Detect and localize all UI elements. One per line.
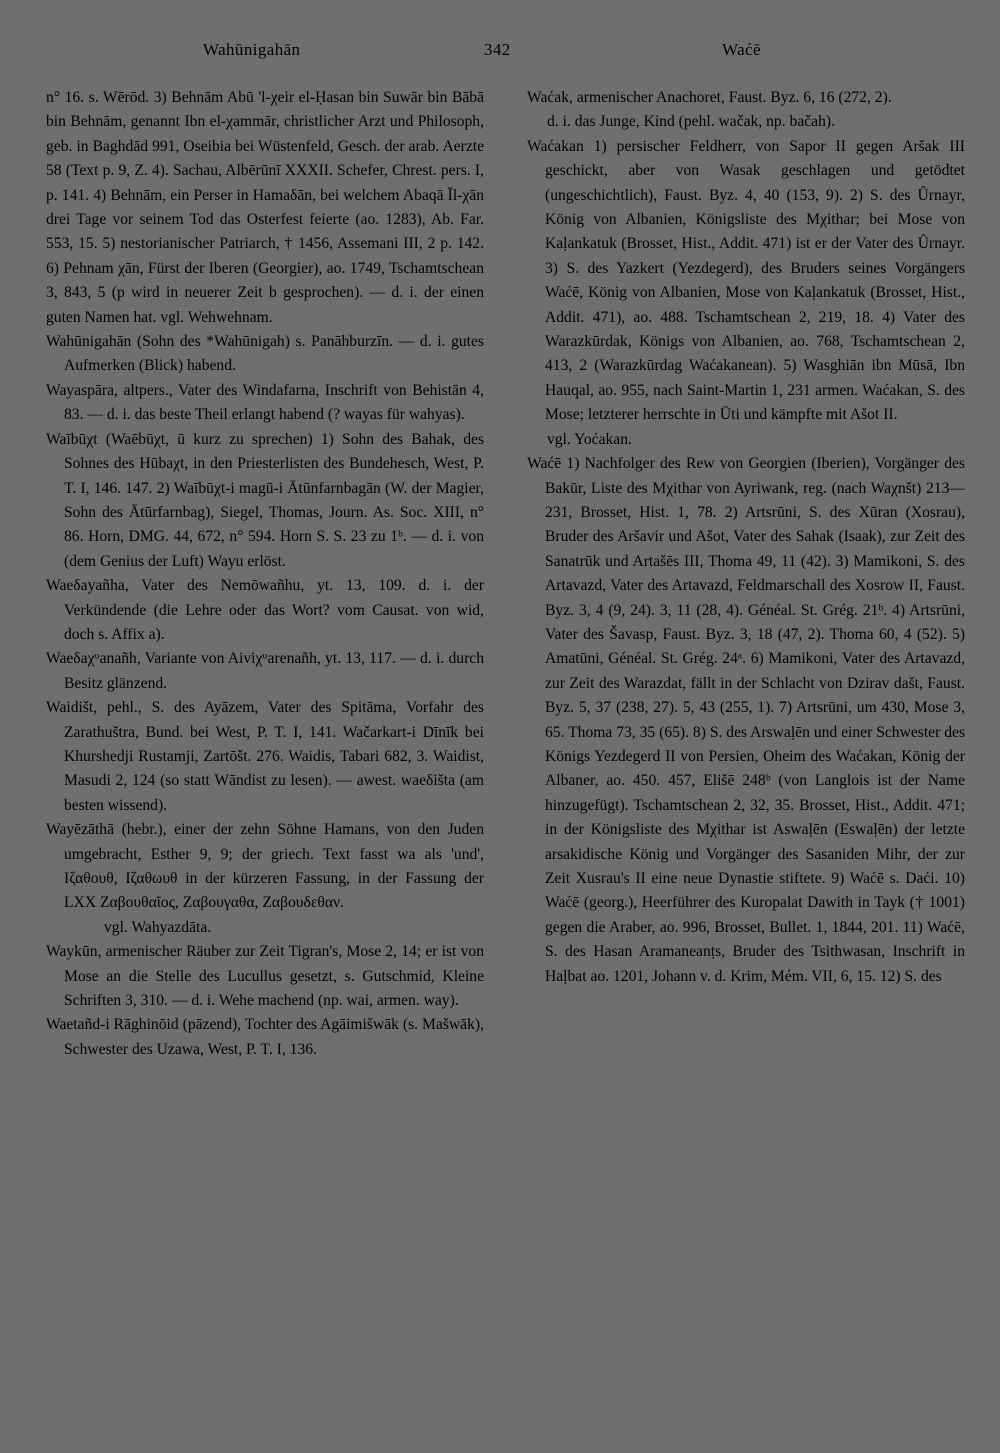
- cross-reference: vgl. Wahyazdāta.: [104, 918, 212, 936]
- entry-wacak-etymology: d. i. das Junge, Kind (pehl. wačak, np. bačah).: [547, 113, 835, 131]
- running-head-right: Waćē: [722, 40, 761, 59]
- entry-waibuxt: Waībūχt (Waēbūχt, ū kurz zu sprechen) 1) Sohn des Bahak, des Sohnes des Hūbaχt, in den Priesterlisten des Bundehesch, West, P. T. I, 146. 147. 2) Waībūχt-i magū-i Ātūnfarnbagān (W. der Magier, Sohn des Ātūrfarnbag), Siegel, Thomas, Journ. As. Soc. XIII, n° 86. Horn, DMG. 44, 672, n° 594. Horn S. S. 23 zu 1ᵇ. — d. i. von (dem Genius der Luft) Wayu erlöst.: [46, 430, 484, 570]
- entry-waetand: Waetañd-i Rāghinōid (pāzend), Tochter des Agāimišwāk (s. Mašwāk), Schwester des Uzawa, West, P. T. I, 136.: [46, 1016, 484, 1058]
- entry-wace: Waćē 1) Nachfolger des Rew von Georgien (Iberien), Vorgänger des Bakūr, Liste des Mχithar von Ayriwank, reg. (nach Waχnšt) 213—231, Brosset, Hist. 1, 78. 2) Artsrūni, S. des Xūran (Xosrau), Bruder des Aršavir und Ašot, Vater des Sahak (Isaak), zur Zeit des Sanatrūk und Artašēs III, Thoma 49, 11 (42). 3) Mamikoni, S. des Artavazd, Vater des Artavazd, Feldmarschall des Xosrow II, Faust. Byz. 3, 4 (9, 24). 3, 11 (28, 4). Généal. St. Grég. 21ᵇ. 4) Artsrūni, Vater des Šavasp, Faust. Byz. 3, 18 (47, 2). Thoma 60, 4 (52). 5) Amatūni, Généal. St. Grég. 24ᵃ. 6) Mamikoni, Vater des Artavazd, zur Zeit des Warazdat, fällt in der Schlacht von Dzirav dašt, Faust. Byz. 5, 37 (238, 27). 5, 43 (255, 1). 7) Artsrūni, um 430, Mose 3, 65. Thoma 73, 35 (65). 8) S. des Arswaḷēn und einer Schwester des Königs Yezdegerd II von Persien, Oheim des Waćakan, König der Albaner, ao. 450. 457, Elišē 248ᵇ (von Langlois ist der Name hinzugefügt). Tschamtschean 2, 32, 35. Brosset, Hist., Addit. 471; in der Königsliste des Mχithar ist Aswaḷēn (Eswaḷēn) der letzte arsakidische König und Vorgänger des Sasaniden Mihr, der zur Zeit Xusrau's II eine neue Dynastie stiftete. 9) Waćē s. Daći. 10) Waćē (georg.), Heerführer des Kuropalat Dawith in Tayk († 1001) gegen die Araber, ao. 996, Brosset, Bullet. 1, 1844, 201. 11) Waćē, S. des Hasan Aramaneanṭs, Bruder des Tsithwasan, Inschrift in Haḷbat ao. 1201, Johann v. d. Krim, Mém. VII, 6, 15. 12) S. des: [527, 455, 965, 985]
- entry-waedaxvananh: Waeδaχᵘanañh, Variante von Aiviχᵘarenañh, yt. 13, 117. — d. i. durch Besitz glänzend.: [46, 650, 484, 692]
- entry-waidist: Waidišt, pehl., S. des Ayāzem, Vater des Spitāma, Vorfahr des Zarathuštra, Bund. bei West, P. T. I, 141. Wačarkart-i Dīnīk bei Khurshedji Rustamji, Zartōšt. 276. Waidis, Tabari 682, 3. Waidist, Masudi 2, 124 (so statt Wāndist zu lesen). — awest. waeδišta (am besten wissend).: [46, 699, 484, 814]
- running-head-left: Wahūnigahān: [203, 40, 301, 59]
- entry-waykun: Waykūn, armenischer Räuber zur Zeit Tigran's, Mose 2, 14; er ist von Mose an die Stelle des Lucullus gesetzt, s. Gutschmid, Kleine Schriften 3, 310. — d. i. Wehe machend (np. wai, armen. way).: [46, 943, 484, 1010]
- entry-wacakan: Waćakan 1) persischer Feldherr, von Sapor II gegen Aršak III geschickt, aber von Wasak geschlagen und getödtet (ungeschichtlich), Faust. Byz. 4, 40 (153, 9). 2) S. des Ûrnayr, König von Albanien, Königsliste des Mχithar; bei Mose von Kaḷankatuk (Brosset, Hist., Addit. 471) ist er der Vater des Ûrnayr. 3) S. des Yazkert (Yezdegerd), des Bruders seines Vorgängers Waćē, König von Albanien, Mose von Kaḷankatuk (Brosset, Hist., Addit. 471), ao. 488. Tschamtschean 2, 219, 18. 4) Vater des Warazkūrdak, Königs von Albanien, ao. 768, Tschamtschean 2, 413, 2 (Warazkūrdag Waćakanean). 5) Wasghiān ibn Mūsā, Ibn Hauqal, ao. 955, nach Saint-Martin 1, 231 armen. Waćakan, S. des Mose; letzterer herrschte in Ūti und kämpfte mit Ašot II.: [527, 137, 965, 424]
- entry-wayezatha: Wayēzāthā (hebr.), einer der zehn Söhne Hamans, von den Juden umgebracht, Esther 9, 9; der griech. Text fasst wa als 'und', Ιζαθουθ, Ιζαθωυθ in der kürzeren Fassung, in der Fassung der LXX Ζαβουθαῖος, Ζαβουγαθα, Ζαβουδεθαν.: [46, 821, 484, 912]
- page-number: 342: [484, 40, 511, 59]
- entry-wahunigahan: Wahūnigahān (Sohn des *Wahūnigah) s. Panāhburzīn. — d. i. gutes Aufmerken (Blick) habend.: [46, 333, 484, 375]
- entry-continuation: n° 16. s. Wērōd. 3) Behnām Abū 'l-χeir el-Ḥasan bin Suwār bin Bābā bin Behnām, genannt Ibn el-χammār, christlicher Arzt und Philosoph, geb. in Baghdād 991, Oseibia bei Wüstenfeld, Gesch. der arab. Aerzte 58 (Text p. 9, Z. 4). Sachau, Albērūnī XXXII. Schefer, Chrest. pers. I, p. 141. 4) Behnām, ein Perser in Hamaδān, bei welchem Abaqā Īl-χān drei Tage vor seinem Tod das Osterfest feierte (ao. 1283), Ab. Far. 553, 15. 5) nestorianischer Patriarch, † 1456, Assemani III, 2 p. 142. 6) Pehnam χān, Fürst der Iberen (Georgier), ao. 1749, Tschamtschean 3, 843, 5 (p wird in neuerer Zeit b gesprochen). — d. i. der einen guten Namen hat. vgl. Wehwehnam.: [46, 89, 484, 326]
- entry-waedayanha: Waeδayañha, Vater des Nemōwañhu, yt. 13, 109. d. i. der Verkündende (die Lehre oder das Wort? vom Causat. von wid, doch s. Affix a).: [46, 577, 484, 643]
- entry-wacak: Waćak, armenischer Anachoret, Faust. Byz. 6, 16 (272, 2).: [527, 89, 892, 106]
- left-column: [46, 86, 484, 1062]
- right-column: [527, 86, 965, 989]
- page-header: [0, 40, 1000, 64]
- cross-reference: vgl. Yoćakan.: [547, 430, 632, 448]
- entry-wayaspara: Wayaspāra, altpers., Vater des Windafarna, Inschrift von Behistān 4, 83. — d. i. das beste Theil erlangt habend (? wayas für wahyas).: [46, 381, 484, 424]
